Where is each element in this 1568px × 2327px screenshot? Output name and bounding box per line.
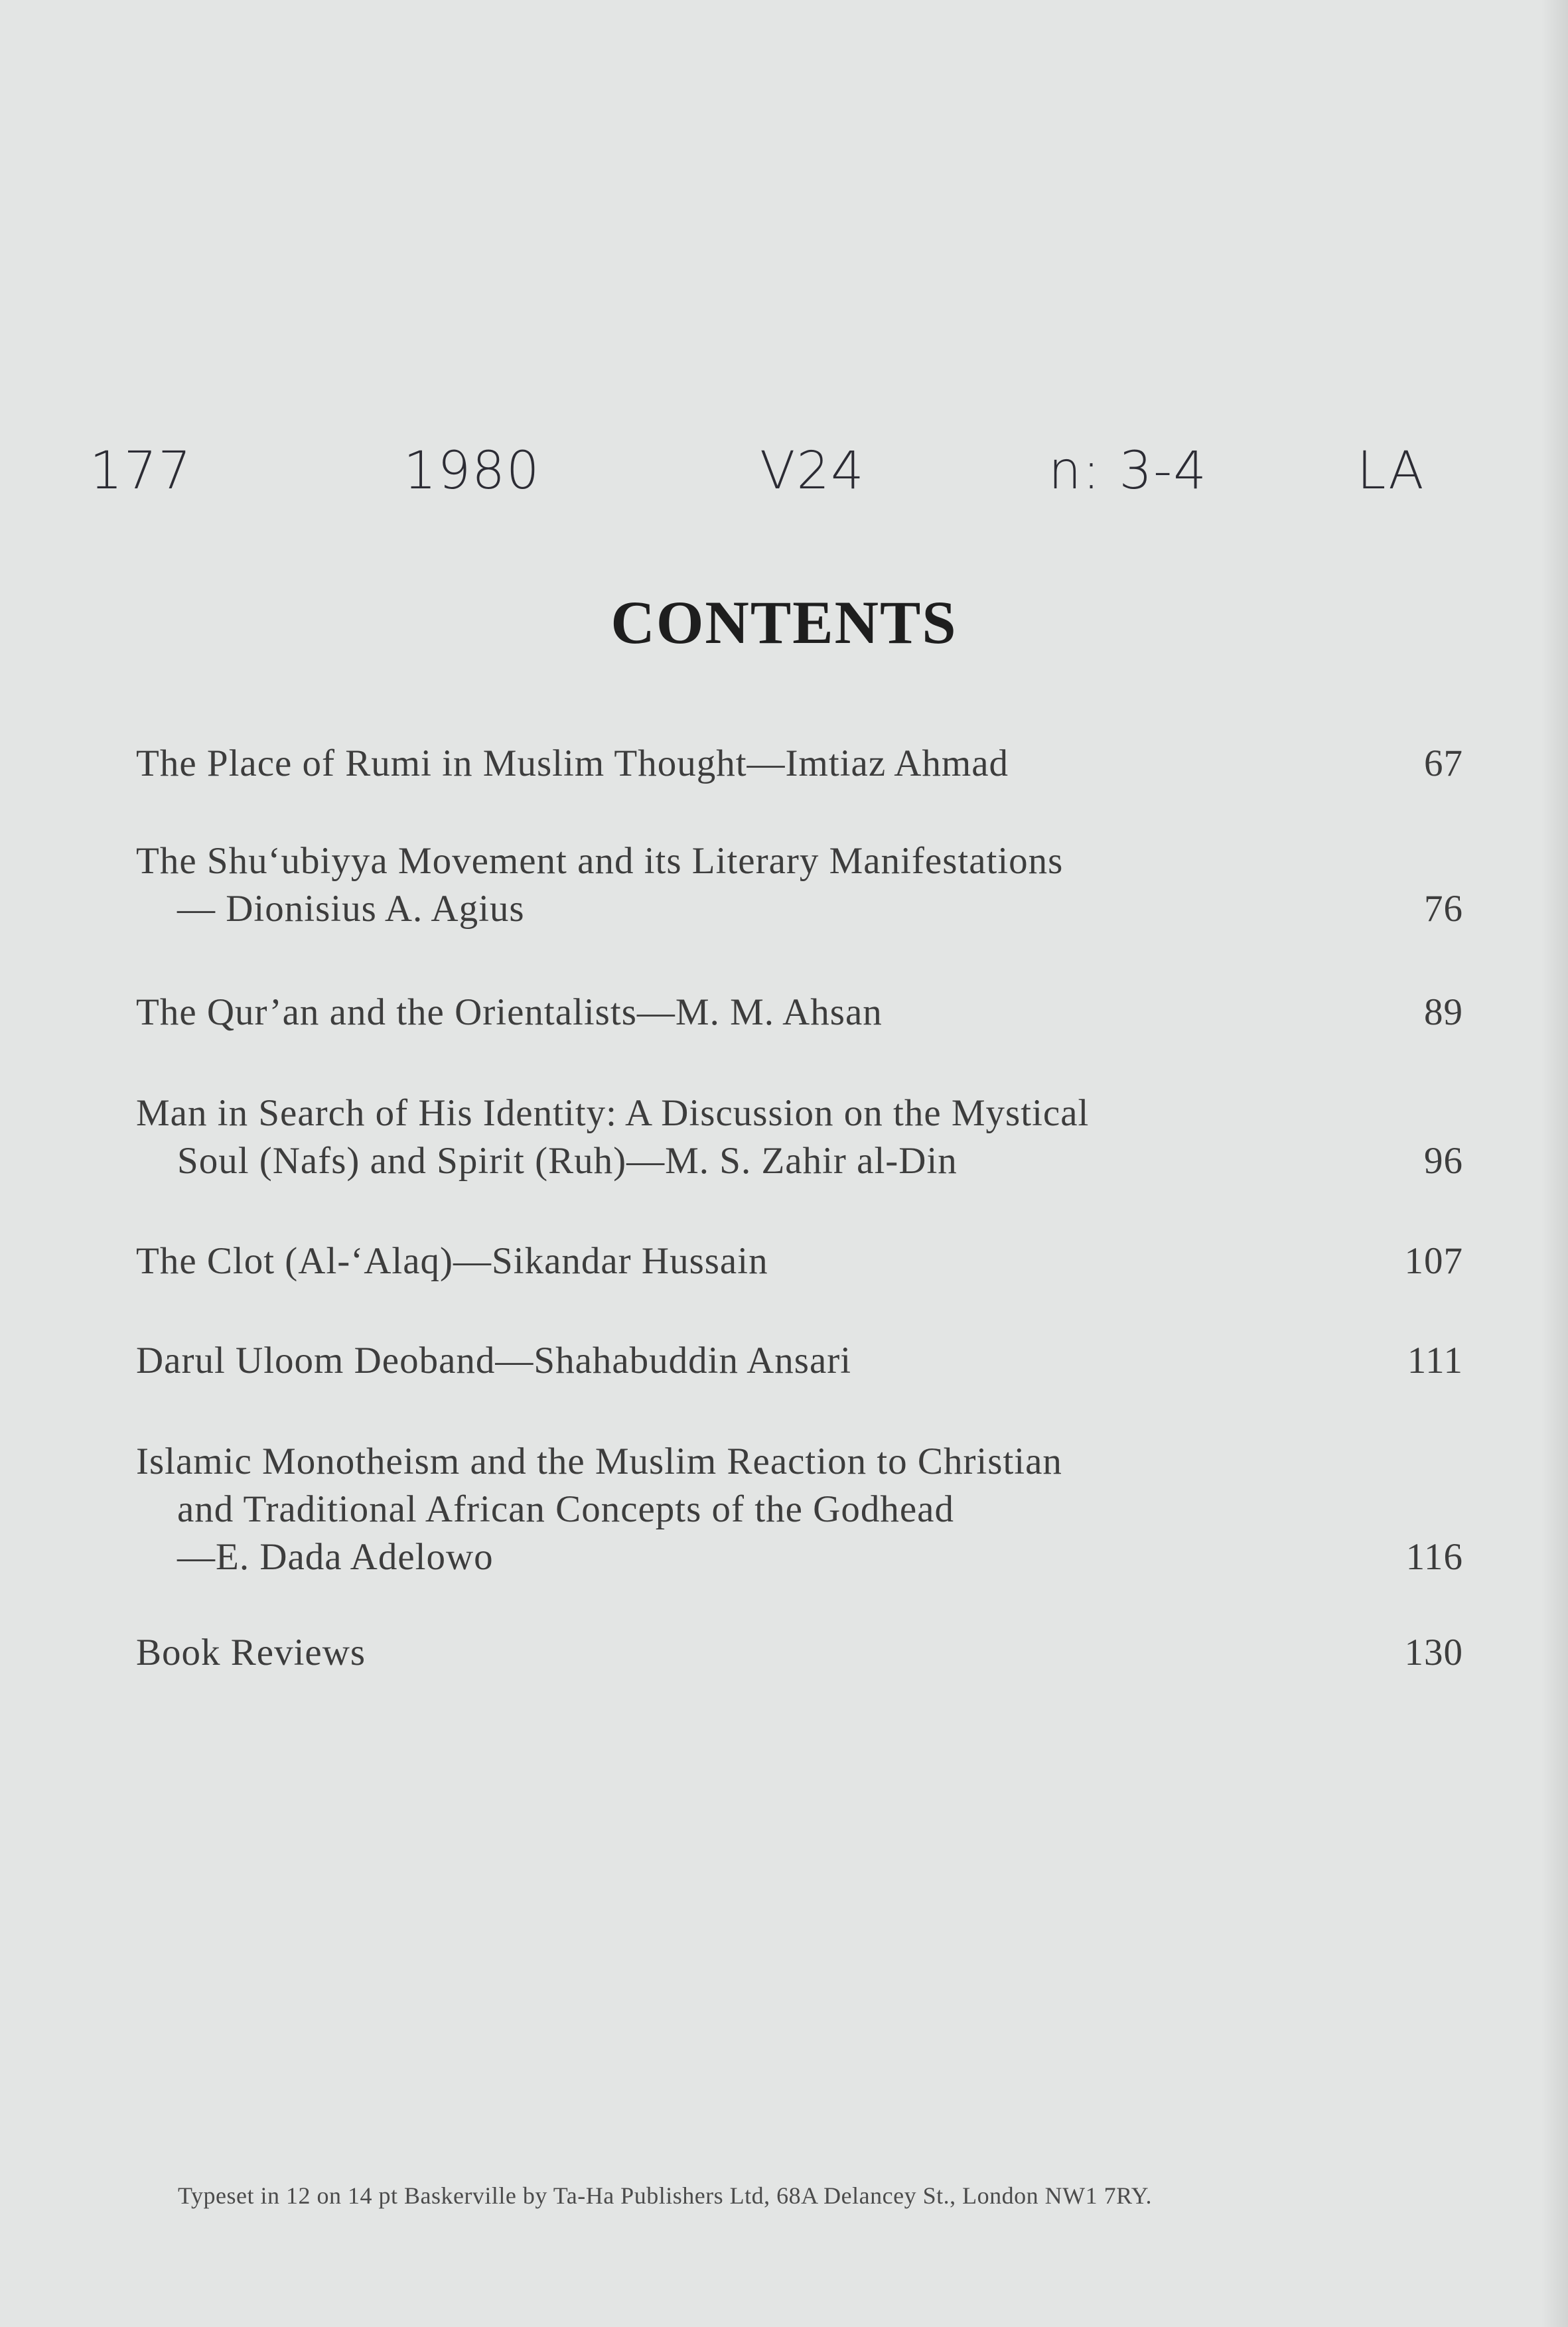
toc-entry (136, 1337, 1463, 1385)
toc-entry-page: 96 (1424, 1140, 1463, 1182)
toc-entry-page: 67 (1424, 742, 1463, 784)
toc-entry-title: The Clot (Al-‘Alaq)—Sikandar Hussain (136, 1240, 768, 1282)
page-edge-shadow (1541, 0, 1568, 2327)
handwritten-note: 1980 (403, 441, 541, 501)
toc-entry-title: Book Reviews (136, 1632, 366, 1673)
toc-entry (136, 1438, 1463, 1581)
handwritten-note: 177 (90, 441, 192, 501)
toc-entry-title: Darul Uloom Deoband—Shahabuddin Ansari (136, 1340, 852, 1381)
toc-entry (136, 989, 1463, 1036)
toc-entry-page: 111 (1407, 1340, 1463, 1381)
contents-heading: CONTENTS (610, 589, 958, 656)
toc-entry-title: The Qur’an and the Orientalists—M. M. Ahsan (136, 991, 883, 1033)
toc-entry (136, 1629, 1463, 1677)
toc-entry-author: — Dionisius A. Agius (177, 888, 525, 930)
typeset-footer: Typeset in 12 on 14 pt Baskerville by Ta-Ha Publishers Ltd, 68A Delancey St., London NW1 7RY. (178, 2182, 1152, 2209)
toc-entry-title: The Shu‘ubiyya Movement and its Literary Manifestations (136, 840, 1064, 882)
toc-entry-page: 76 (1424, 888, 1463, 930)
toc-entry (136, 1090, 1463, 1185)
toc-entry-author: —E. Dada Adelowo (177, 1536, 494, 1578)
toc-entry (136, 740, 1463, 788)
toc-entry-author: Soul (Nafs) and Spirit (Ruh)—M. S. Zahir al-Din (177, 1140, 958, 1182)
toc-entry-title: and Traditional African Concepts of the Godhead (177, 1488, 954, 1530)
handwritten-note: V24 (760, 441, 865, 501)
toc-entry (136, 837, 1463, 933)
handwritten-note: LA (1357, 441, 1425, 501)
toc-entry-page: 107 (1404, 1240, 1463, 1282)
toc-entry-page: 116 (1405, 1536, 1463, 1578)
handwritten-note: n: 3-4 (1048, 441, 1208, 501)
toc-entry-title: The Place of Rumi in Muslim Thought—Imtiaz Ahmad (136, 742, 1009, 784)
toc-entry-page: 130 (1404, 1632, 1463, 1673)
toc-entry-title: Islamic Monotheism and the Muslim Reaction to Christian (136, 1441, 1062, 1482)
toc-entry-title: Man in Search of His Identity: A Discussion on the Mystical (136, 1092, 1090, 1134)
toc-entry-page: 89 (1424, 991, 1463, 1033)
toc-entry (136, 1237, 1463, 1285)
